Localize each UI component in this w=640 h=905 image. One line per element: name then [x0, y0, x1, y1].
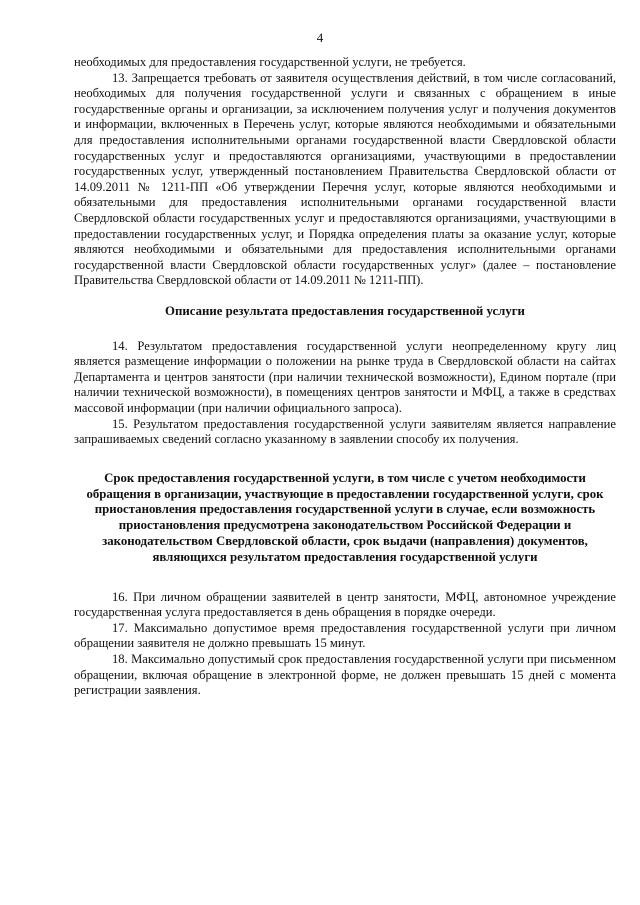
paragraph-18: 18. Максимально допустимый срок предоставления государственной услуги при письменном обращении, включая обращение в электронной форме, не должен превышать 15 дней с момента регистрации заявления.	[74, 652, 616, 698]
paragraph-17: 17. Максимально допустимое время предоставления государственной услуги при личном обращении заявителя не должно превышать 15 минут.	[74, 620, 616, 651]
page-number: 4	[316, 30, 324, 45]
section-heading-result: Описание результата предоставления государственной услуги	[165, 303, 525, 318]
paragraph-13: 13. Запрещается требовать от заявителя осуществления действий, в том числе согласований, необходимых для получения государственной услуги и связанных с обращением в иные государственные органы и организации, за исключением получения услуг и получения документов и информации, включенных в Перечень услуг, которые являются необходимыми и обязательными для предоставления исполнительными органами государственной власти Свердловской области государственных услуг и предоставляются организациями, участвующими в предоставлении государственных услуг, утвержденный постановлением Правительства Свердловской области от 14.09.2011 № 1211-ПП «Об утверждении Перечня услуг, которые являются необходимыми и обязательными для предоставления исполнительными органами государственной власти Свердловской области государственных услуг и предоставляются организациями, участвующими в предоставлении государственных услуг, и Порядка определения платы за оказание услуг, которые являются необходимыми и обязательными для предоставления исполнительными органами государственной власти Свердловской области государственных услуг» (далее – постановление Правительства Свердловской области от 14.09.2011 № 1211-ПП).	[74, 70, 616, 288]
paragraph-continuation: необходимых для предоставления государственной услуги, не требуется.	[74, 55, 466, 69]
paragraph-14: 14. Результатом предоставления государственной услуги неопределенному кругу лиц является размещение информации о положении на рынке труда в Свердловской области на сайтах Департамента и центров занятости (при наличии технической возможности), Едином портале (при наличии технической возможности), в помещениях центров занятости и МФЦ, а также в средствах массовой информации (при наличии официального запроса).	[74, 338, 616, 416]
section-heading-term: Срок предоставления государственной услуги, в том числе с учетом необходимости обращения в организации, участвующие в предоставлении государственной услуги, срок приостановления предоставления государственной услуги в случае, если возможность приостановления предусмотрена законодательством Российской Федерации и законодательством Свердловской области, срок выдачи (направления) документов, являющихся результатом предоставления государственной услуги	[86, 470, 604, 564]
paragraph-16: 16. При личном обращении заявителей в центр занятости, МФЦ, автономное учреждение государственная услуга предоставляется в день обращения в порядке очереди.	[74, 589, 616, 620]
paragraph-15: 15. Результатом предоставления государственной услуги заявителям является направление запрашиваемых сведений согласно указанному в заявлении способу их получения.	[74, 416, 616, 447]
document-body	[74, 55, 616, 699]
